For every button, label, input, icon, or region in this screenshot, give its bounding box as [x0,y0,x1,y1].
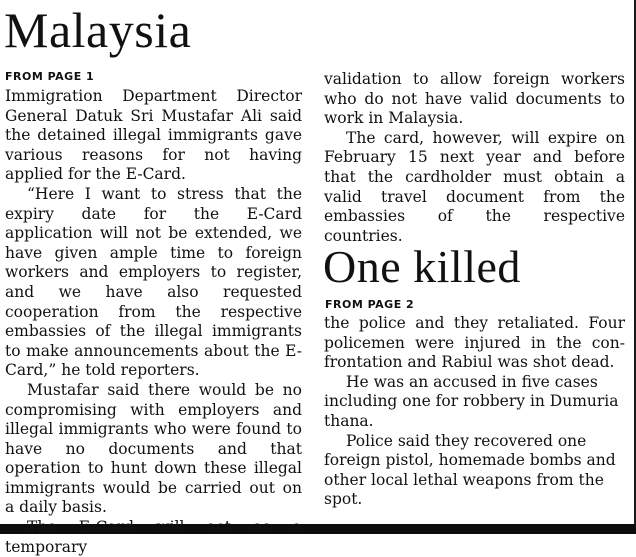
paragraph-4: The E-Card will act as a temporary [5,518,302,556]
paragraph-card-expiry: The card, however, will expire on February 15 next year and before that the cardholder must obtain a valid travel document from the embassies of the respective countries. [324,128,625,245]
paragraph-3: Mustafar said there would be no compromising with employers and illegal immigrants who were found to have no documents and that operation to hunt down these illegal immigrants would be carried out on a daily basis. [5,380,302,517]
paragraph-continued: validation to allow foreign workers who do not have valid documents to work in Malaysia. [324,70,625,128]
headline-malaysia: Malaysia [4,2,192,58]
paragraph-1: Immigration Department Director General Datuk Sri Mustafar Ali said the detained illegal immigrants gave various reasons for not having applied for the E-Card. [5,87,302,184]
kicker-from-page-2: FROM PAGE 2 [325,298,415,311]
story-malaysia-continuation [324,70,625,246]
headline-one-killed: One killed [323,241,521,292]
paragraph-accused: He was an accused in five cases including one for robbery in Dumuria thana. [324,372,619,430]
paragraph-police-retaliated: the police and they retaliated. Four policemen were injured in the confrontation and Rabiul was shot dead. [324,314,625,372]
story-one-killed-column [324,314,625,510]
kicker-from-page-1: FROM PAGE 1 [5,70,95,83]
story-malaysia-column [5,87,302,557]
paragraph-2: “Here I want to stress that the expiry date for the E-Card application will not be extended, we have given ample time to foreign workers and employers to register, and we have also requested cooperation from the respective embassies of the illegal immigrants to make announcements about the E-Card,” he told reporters. [5,184,302,380]
paragraph-recovered-weapons: Police said they recovered one foreign pistol, homemade bombs and other local lethal weapons from the spot. [324,431,616,509]
